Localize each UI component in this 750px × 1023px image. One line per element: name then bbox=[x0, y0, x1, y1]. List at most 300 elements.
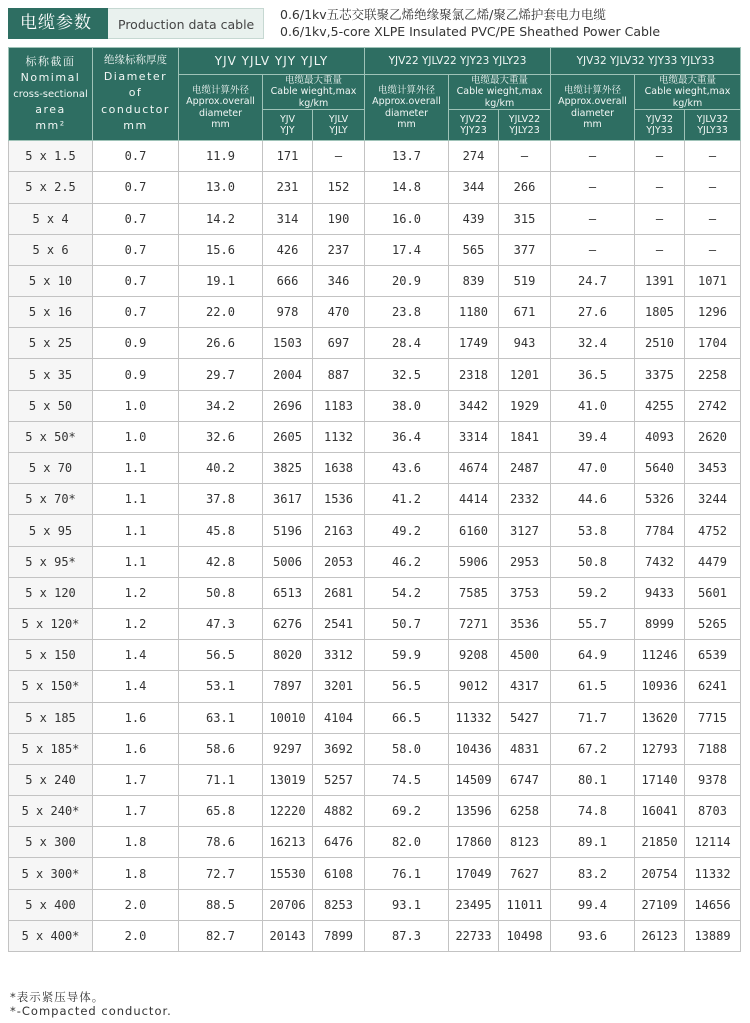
table-cell: 65.8 bbox=[179, 796, 263, 827]
table-cell: 8999 bbox=[635, 608, 685, 639]
table-cell: 22733 bbox=[449, 920, 499, 951]
table-cell: 76.1 bbox=[365, 858, 449, 889]
table-cell: 6160 bbox=[449, 515, 499, 546]
table-cell: 839 bbox=[449, 265, 499, 296]
table-cell: 46.2 bbox=[365, 546, 449, 577]
diam-header-3: 电缆计算外径 Approx.overall diameter mm bbox=[551, 75, 635, 141]
table-cell: 20754 bbox=[635, 858, 685, 889]
table-cell: 6108 bbox=[313, 858, 365, 889]
section-label-en: Production data cable bbox=[108, 8, 264, 39]
weight-header-1: 电缆最大重量 Cable wieght,max kg/km bbox=[263, 75, 365, 110]
table-cell: 3753 bbox=[499, 577, 551, 608]
table-cell: 4674 bbox=[449, 453, 499, 484]
table-cell: 1391 bbox=[635, 265, 685, 296]
table-cell: 67.2 bbox=[551, 733, 635, 764]
table-cell: 13019 bbox=[263, 764, 313, 795]
weight-header-3: 电缆最大重量 Cable wieght,max kg/km bbox=[635, 75, 741, 110]
table-cell: 5906 bbox=[449, 546, 499, 577]
table-cell: – bbox=[635, 172, 685, 203]
table-cell: 346 bbox=[313, 265, 365, 296]
table-cell: 1841 bbox=[499, 421, 551, 452]
table-cell: 4317 bbox=[499, 671, 551, 702]
table-cell: 36.5 bbox=[551, 359, 635, 390]
table-cell: 10498 bbox=[499, 920, 551, 951]
table-cell: 1.7 bbox=[93, 796, 179, 827]
table-cell: 11246 bbox=[635, 640, 685, 671]
table-cell: 5 x 240* bbox=[9, 796, 93, 827]
table-cell: – bbox=[685, 141, 741, 172]
col-header-area: 标称截面 Nomimal cross-sectional area mm² bbox=[9, 48, 93, 141]
table-cell: 6258 bbox=[499, 796, 551, 827]
table-cell: 11332 bbox=[685, 858, 741, 889]
table-cell: 5 x 6 bbox=[9, 234, 93, 265]
table-cell: 3453 bbox=[685, 453, 741, 484]
group-header-2: YJV22 YJLV22 YJY23 YJLY23 bbox=[365, 48, 551, 75]
table-cell: 42.8 bbox=[179, 546, 263, 577]
table-cell: 28.4 bbox=[365, 328, 449, 359]
table-cell: 53.1 bbox=[179, 671, 263, 702]
table-cell: 5601 bbox=[685, 577, 741, 608]
table-cell: 1929 bbox=[499, 390, 551, 421]
table-cell: 697 bbox=[313, 328, 365, 359]
table-cell: 7585 bbox=[449, 577, 499, 608]
table-cell: 5 x 95* bbox=[9, 546, 93, 577]
table-cell: 58.6 bbox=[179, 733, 263, 764]
table-row bbox=[9, 297, 741, 328]
table-cell: 41.0 bbox=[551, 390, 635, 421]
table-cell: 88.5 bbox=[179, 889, 263, 920]
table-cell: 38.0 bbox=[365, 390, 449, 421]
table-cell: 5 x 1.5 bbox=[9, 141, 93, 172]
table-cell: 314 bbox=[263, 203, 313, 234]
table-row bbox=[9, 827, 741, 858]
table-cell: 0.7 bbox=[93, 172, 179, 203]
diam-header-2: 电缆计算外径 Approx.overall diameter mm bbox=[365, 75, 449, 141]
table-cell: 5 x 150 bbox=[9, 640, 93, 671]
table-cell: 11.9 bbox=[179, 141, 263, 172]
table-cell: 2318 bbox=[449, 359, 499, 390]
table-cell: 32.4 bbox=[551, 328, 635, 359]
col-header-insulation: 绝缘标称厚度 Diameter of conductor mm bbox=[93, 48, 179, 141]
table-cell: 26.6 bbox=[179, 328, 263, 359]
table-cell: 1.8 bbox=[93, 827, 179, 858]
table-cell: 3375 bbox=[635, 359, 685, 390]
footnote-en: *-Compacted conductor. bbox=[10, 1004, 172, 1018]
table-cell: 3617 bbox=[263, 484, 313, 515]
table-cell: 34.2 bbox=[179, 390, 263, 421]
table-cell: 0.7 bbox=[93, 203, 179, 234]
table-cell: 5 x 120* bbox=[9, 608, 93, 639]
table-cell: 9297 bbox=[263, 733, 313, 764]
table-cell: 3201 bbox=[313, 671, 365, 702]
table-cell: 63.1 bbox=[179, 702, 263, 733]
table-cell: 5 x 35 bbox=[9, 359, 93, 390]
table-cell: – bbox=[685, 172, 741, 203]
table-cell: 1.2 bbox=[93, 577, 179, 608]
table-cell: 2742 bbox=[685, 390, 741, 421]
table-cell: 2332 bbox=[499, 484, 551, 515]
table-row bbox=[9, 172, 741, 203]
table-cell: 1638 bbox=[313, 453, 365, 484]
table-cell: 11332 bbox=[449, 702, 499, 733]
table-cell: 21850 bbox=[635, 827, 685, 858]
model-header-2: YJLV YJLY bbox=[313, 110, 365, 141]
table-cell: 14.8 bbox=[365, 172, 449, 203]
table-row bbox=[9, 796, 741, 827]
table-cell: 3536 bbox=[499, 608, 551, 639]
model-header-5: YJV32 YJY33 bbox=[635, 110, 685, 141]
table-cell: 74.5 bbox=[365, 764, 449, 795]
table-cell: 1704 bbox=[685, 328, 741, 359]
table-cell: 1.0 bbox=[93, 390, 179, 421]
table-cell: – bbox=[551, 172, 635, 203]
table-cell: 15530 bbox=[263, 858, 313, 889]
table-cell: 274 bbox=[449, 141, 499, 172]
table-cell: 2541 bbox=[313, 608, 365, 639]
table-cell: 5 x 50* bbox=[9, 421, 93, 452]
table-cell: 565 bbox=[449, 234, 499, 265]
table-cell: 83.2 bbox=[551, 858, 635, 889]
table-cell: 5 x 185* bbox=[9, 733, 93, 764]
table-cell: – bbox=[551, 203, 635, 234]
table-cell: 55.7 bbox=[551, 608, 635, 639]
table-cell: 5 x 4 bbox=[9, 203, 93, 234]
table-cell: – bbox=[685, 203, 741, 234]
table-cell: 50.7 bbox=[365, 608, 449, 639]
table-cell: 12114 bbox=[685, 827, 741, 858]
table-cell: 2163 bbox=[313, 515, 365, 546]
table-cell: 1805 bbox=[635, 297, 685, 328]
table-cell: 470 bbox=[313, 297, 365, 328]
table-cell: 4500 bbox=[499, 640, 551, 671]
table-row bbox=[9, 889, 741, 920]
table-cell: 3127 bbox=[499, 515, 551, 546]
table-cell: 5 x 300 bbox=[9, 827, 93, 858]
table-cell: 64.9 bbox=[551, 640, 635, 671]
table-row bbox=[9, 733, 741, 764]
table-cell: 5006 bbox=[263, 546, 313, 577]
table-row bbox=[9, 920, 741, 951]
model-header-4: YJLV22 YJLY23 bbox=[499, 110, 551, 141]
table-cell: 5 x 185 bbox=[9, 702, 93, 733]
table-cell: 3825 bbox=[263, 453, 313, 484]
table-cell: 47.3 bbox=[179, 608, 263, 639]
table-cell: 887 bbox=[313, 359, 365, 390]
table-cell: 5326 bbox=[635, 484, 685, 515]
table-cell: 1503 bbox=[263, 328, 313, 359]
table-cell: 5 x 70* bbox=[9, 484, 93, 515]
table-cell: – bbox=[685, 234, 741, 265]
table-row bbox=[9, 764, 741, 795]
table-cell: 1201 bbox=[499, 359, 551, 390]
table-cell: 2.0 bbox=[93, 889, 179, 920]
table-cell: 71.7 bbox=[551, 702, 635, 733]
table-cell: 5 x 70 bbox=[9, 453, 93, 484]
table-cell: 1.7 bbox=[93, 764, 179, 795]
table-cell: 231 bbox=[263, 172, 313, 203]
table-cell: 6539 bbox=[685, 640, 741, 671]
table-cell: 16041 bbox=[635, 796, 685, 827]
table-cell: 1.6 bbox=[93, 702, 179, 733]
table-cell: 4414 bbox=[449, 484, 499, 515]
table-cell: 3692 bbox=[313, 733, 365, 764]
table-cell: – bbox=[551, 141, 635, 172]
table-row bbox=[9, 359, 741, 390]
table-cell: 439 bbox=[449, 203, 499, 234]
table-cell: 5 x 25 bbox=[9, 328, 93, 359]
table-cell: – bbox=[635, 141, 685, 172]
table-cell: 10436 bbox=[449, 733, 499, 764]
table-cell: 13.0 bbox=[179, 172, 263, 203]
table-cell: 13889 bbox=[685, 920, 741, 951]
table-cell: 23.8 bbox=[365, 297, 449, 328]
table-cell: 32.5 bbox=[365, 359, 449, 390]
table-cell: 190 bbox=[313, 203, 365, 234]
table-cell: 5 x 50 bbox=[9, 390, 93, 421]
table-cell: 56.5 bbox=[365, 671, 449, 702]
table-cell: 4255 bbox=[635, 390, 685, 421]
table-row bbox=[9, 702, 741, 733]
table-cell: 4831 bbox=[499, 733, 551, 764]
table-cell: 59.9 bbox=[365, 640, 449, 671]
table-cell: 8123 bbox=[499, 827, 551, 858]
table-cell: 1.8 bbox=[93, 858, 179, 889]
table-row bbox=[9, 577, 741, 608]
table-cell: 1.1 bbox=[93, 546, 179, 577]
table-cell: 315 bbox=[499, 203, 551, 234]
title-cn: 0.6/1kv五芯交联聚乙烯绝缘聚氯乙烯/聚乙烯护套电力电缆 bbox=[280, 7, 606, 22]
table-cell: 7715 bbox=[685, 702, 741, 733]
table-row bbox=[9, 203, 741, 234]
table-cell: 3442 bbox=[449, 390, 499, 421]
table-row bbox=[9, 640, 741, 671]
table-cell: 5 x 150* bbox=[9, 671, 93, 702]
table-cell: 0.7 bbox=[93, 265, 179, 296]
table-cell: 78.6 bbox=[179, 827, 263, 858]
table-cell: 237 bbox=[313, 234, 365, 265]
table-cell: 59.2 bbox=[551, 577, 635, 608]
table-cell: 16213 bbox=[263, 827, 313, 858]
table-cell: 10936 bbox=[635, 671, 685, 702]
table-cell: 1183 bbox=[313, 390, 365, 421]
table-cell: 58.0 bbox=[365, 733, 449, 764]
table-cell: 666 bbox=[263, 265, 313, 296]
table-cell: 171 bbox=[263, 141, 313, 172]
table-cell: 47.0 bbox=[551, 453, 635, 484]
table-cell: 13620 bbox=[635, 702, 685, 733]
table-cell: 266 bbox=[499, 172, 551, 203]
table-cell: – bbox=[635, 234, 685, 265]
table-cell: 27.6 bbox=[551, 297, 635, 328]
table-cell: 17.4 bbox=[365, 234, 449, 265]
table-cell: 14656 bbox=[685, 889, 741, 920]
table-cell: 29.7 bbox=[179, 359, 263, 390]
table-cell: 5640 bbox=[635, 453, 685, 484]
table-cell: 1.1 bbox=[93, 484, 179, 515]
table-cell: 2605 bbox=[263, 421, 313, 452]
table-cell: 12793 bbox=[635, 733, 685, 764]
table-cell: 5427 bbox=[499, 702, 551, 733]
table-cell: 5 x 400 bbox=[9, 889, 93, 920]
table-cell: 4479 bbox=[685, 546, 741, 577]
table-cell: 1.6 bbox=[93, 733, 179, 764]
section-header bbox=[8, 8, 264, 39]
table-cell: 5 x 300* bbox=[9, 858, 93, 889]
table-cell: 5 x 240 bbox=[9, 764, 93, 795]
table-cell: 0.9 bbox=[93, 328, 179, 359]
table-cell: 13596 bbox=[449, 796, 499, 827]
table-cell: 32.6 bbox=[179, 421, 263, 452]
table-cell: 344 bbox=[449, 172, 499, 203]
table-cell: 44.6 bbox=[551, 484, 635, 515]
table-row bbox=[9, 484, 741, 515]
table-cell: 37.8 bbox=[179, 484, 263, 515]
table-cell: 1180 bbox=[449, 297, 499, 328]
table-cell: 39.4 bbox=[551, 421, 635, 452]
table-cell: 7188 bbox=[685, 733, 741, 764]
table-cell: 7627 bbox=[499, 858, 551, 889]
section-label-cn: 电缆参数 bbox=[8, 8, 108, 39]
table-cell: 54.2 bbox=[365, 577, 449, 608]
table-cell: – bbox=[499, 141, 551, 172]
table-row bbox=[9, 453, 741, 484]
table-cell: 671 bbox=[499, 297, 551, 328]
table-cell: 71.1 bbox=[179, 764, 263, 795]
weight-header-2: 电缆最大重量 Cable wieght,max kg/km bbox=[449, 75, 551, 110]
table-cell: 23495 bbox=[449, 889, 499, 920]
table-row bbox=[9, 515, 741, 546]
table-cell: 6241 bbox=[685, 671, 741, 702]
diam-header-1: 电缆计算外径 Approx.overall diameter mm bbox=[179, 75, 263, 141]
title-en: 0.6/1kv,5-core XLPE Insulated PVC/PE Sheathed Power Cable bbox=[280, 24, 661, 39]
table-cell: 74.8 bbox=[551, 796, 635, 827]
table-row bbox=[9, 546, 741, 577]
table-row bbox=[9, 608, 741, 639]
table-cell: 2510 bbox=[635, 328, 685, 359]
table-cell: 0.7 bbox=[93, 234, 179, 265]
table-cell: 20143 bbox=[263, 920, 313, 951]
table-cell: 0.7 bbox=[93, 297, 179, 328]
table-cell: 1.2 bbox=[93, 608, 179, 639]
table-cell: 7271 bbox=[449, 608, 499, 639]
table-cell: 45.8 bbox=[179, 515, 263, 546]
table-cell: 2487 bbox=[499, 453, 551, 484]
table-cell: 7897 bbox=[263, 671, 313, 702]
table-cell: 4882 bbox=[313, 796, 365, 827]
table-cell: 17140 bbox=[635, 764, 685, 795]
table-cell: 93.6 bbox=[551, 920, 635, 951]
table-cell: 3244 bbox=[685, 484, 741, 515]
table-cell: 7899 bbox=[313, 920, 365, 951]
table-cell: 978 bbox=[263, 297, 313, 328]
table-cell: 43.6 bbox=[365, 453, 449, 484]
table-cell: 27109 bbox=[635, 889, 685, 920]
table-cell: 2258 bbox=[685, 359, 741, 390]
table-cell: 14509 bbox=[449, 764, 499, 795]
table-cell: 4752 bbox=[685, 515, 741, 546]
table-cell: 40.2 bbox=[179, 453, 263, 484]
table-cell: 5 x 2.5 bbox=[9, 172, 93, 203]
table-cell: 93.1 bbox=[365, 889, 449, 920]
table-cell: 72.7 bbox=[179, 858, 263, 889]
table-cell: 80.1 bbox=[551, 764, 635, 795]
table-row bbox=[9, 858, 741, 889]
table-cell: 19.1 bbox=[179, 265, 263, 296]
table-cell: 377 bbox=[499, 234, 551, 265]
table-cell: 2953 bbox=[499, 546, 551, 577]
table-cell: 24.7 bbox=[551, 265, 635, 296]
table-cell: 152 bbox=[313, 172, 365, 203]
table-cell: 41.2 bbox=[365, 484, 449, 515]
table-cell: 20.9 bbox=[365, 265, 449, 296]
table-cell: 5 x 400* bbox=[9, 920, 93, 951]
table-cell: 2053 bbox=[313, 546, 365, 577]
model-header-6: YJLV32 YJLY33 bbox=[685, 110, 741, 141]
group-header-3: YJV32 YJLV32 YJY33 YJLY33 bbox=[551, 48, 741, 75]
table-cell: 13.7 bbox=[365, 141, 449, 172]
table-body bbox=[9, 141, 741, 952]
table-cell: 3314 bbox=[449, 421, 499, 452]
table-cell: 5 x 16 bbox=[9, 297, 93, 328]
table-cell: – bbox=[313, 141, 365, 172]
table-cell: 6747 bbox=[499, 764, 551, 795]
model-header-3: YJV22 YJY23 bbox=[449, 110, 499, 141]
table-cell: 5 x 10 bbox=[9, 265, 93, 296]
table-cell: 8703 bbox=[685, 796, 741, 827]
table-cell: 50.8 bbox=[179, 577, 263, 608]
table-cell: 519 bbox=[499, 265, 551, 296]
table-cell: 66.5 bbox=[365, 702, 449, 733]
table-cell: 7784 bbox=[635, 515, 685, 546]
table-cell: 7432 bbox=[635, 546, 685, 577]
table-cell: 5 x 95 bbox=[9, 515, 93, 546]
table-cell: 20706 bbox=[263, 889, 313, 920]
table-cell: 2620 bbox=[685, 421, 741, 452]
table-cell: 943 bbox=[499, 328, 551, 359]
table-cell: 87.3 bbox=[365, 920, 449, 951]
table-cell: 0.9 bbox=[93, 359, 179, 390]
table-cell: 56.5 bbox=[179, 640, 263, 671]
table-cell: 5257 bbox=[313, 764, 365, 795]
table-cell: 53.8 bbox=[551, 515, 635, 546]
table-cell: 6276 bbox=[263, 608, 313, 639]
table-cell: 6476 bbox=[313, 827, 365, 858]
table-cell: 14.2 bbox=[179, 203, 263, 234]
table-cell: 8253 bbox=[313, 889, 365, 920]
table-cell: 17860 bbox=[449, 827, 499, 858]
group-header-1: YJV YJLV YJY YJLY bbox=[179, 48, 365, 75]
page-title bbox=[280, 6, 660, 40]
table-cell: 2681 bbox=[313, 577, 365, 608]
table-cell: 12220 bbox=[263, 796, 313, 827]
table-row bbox=[9, 421, 741, 452]
table-cell: 1132 bbox=[313, 421, 365, 452]
table-cell: 4104 bbox=[313, 702, 365, 733]
table-cell: 9208 bbox=[449, 640, 499, 671]
table-cell: 1.0 bbox=[93, 421, 179, 452]
table-cell: 426 bbox=[263, 234, 313, 265]
table-row bbox=[9, 265, 741, 296]
model-header-1: YJV YJY bbox=[263, 110, 313, 141]
table-cell: 9378 bbox=[685, 764, 741, 795]
table-cell: 26123 bbox=[635, 920, 685, 951]
table-cell: 2004 bbox=[263, 359, 313, 390]
table-row bbox=[9, 234, 741, 265]
table-cell: 82.0 bbox=[365, 827, 449, 858]
table-cell: 5265 bbox=[685, 608, 741, 639]
table-cell: 1.1 bbox=[93, 515, 179, 546]
table-cell: 2.0 bbox=[93, 920, 179, 951]
